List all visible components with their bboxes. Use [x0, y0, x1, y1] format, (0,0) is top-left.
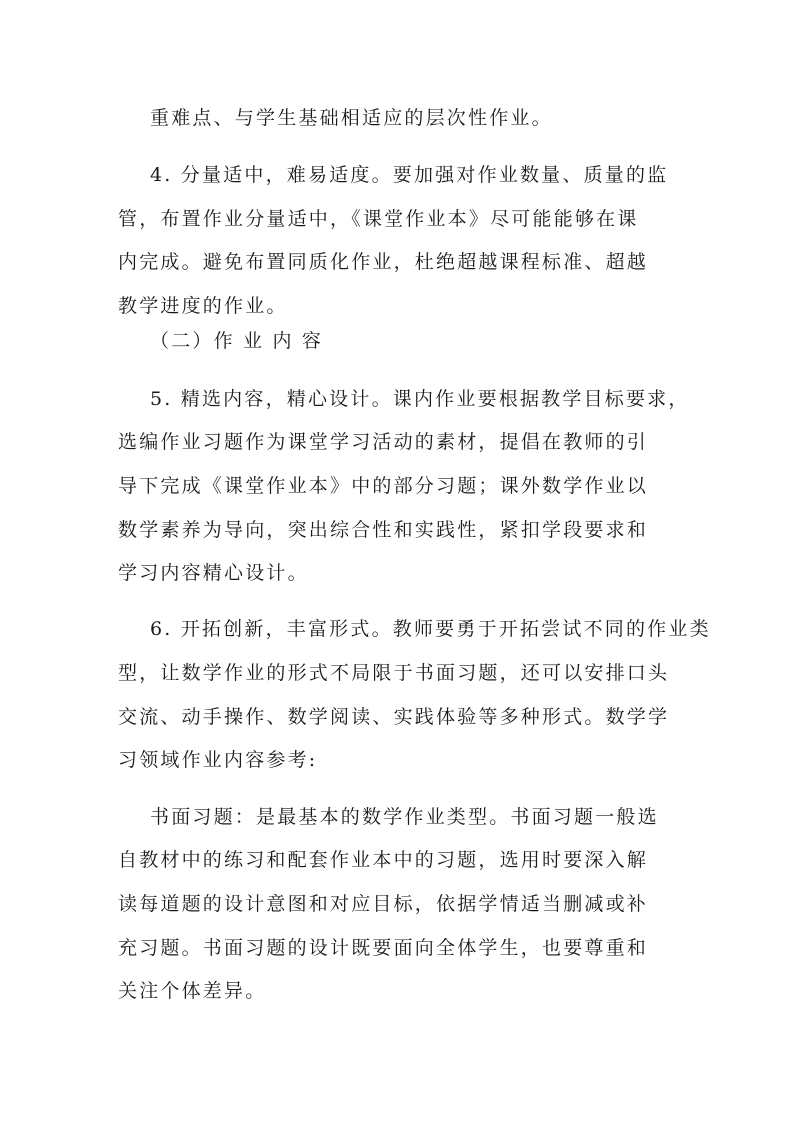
text-line: 内完成。避免布置同质化作业，杜绝超越课程标准、超越	[118, 251, 649, 273]
text-line: 学习内容精心设计。	[118, 562, 309, 584]
text-line: 型，让数学作业的形式不局限于书面习题，还可以安排口头	[118, 662, 670, 684]
text-line: 管，布置作业分量适中，《课堂作业本》尽可能能够在课	[118, 208, 639, 230]
text-line: 重难点、与学生基础相适应的层次性作业。	[150, 107, 553, 129]
text-line: 读每道题的设计意图和对应目标，依据学情适当删减或补	[118, 893, 649, 915]
section-heading: （二）作 业 内 容	[150, 330, 324, 352]
text-line: 交流、动手操作、数学阅读、实践体验等多种形式。数学学	[118, 706, 670, 728]
text-line: 6. 开拓创新，丰富形式。教师要勇于开拓尝试不同的作业类	[150, 618, 711, 640]
text-line: 导下完成《课堂作业本》中的部分习题；课外数学作业以	[118, 475, 649, 497]
text-line: 自教材中的练习和配套作业本中的习题，选用时要深入解	[118, 849, 649, 871]
text-line: 4. 分量适中，难易适度。要加强对作业数量、质量的监	[150, 164, 669, 186]
text-line: 习领域作业内容参考:	[118, 749, 318, 771]
text-line: 选编作业习题作为课堂学习活动的素材，提倡在教师的引	[118, 431, 649, 453]
text-line: 充习题。书面习题的设计既要面向全体学生，也要尊重和	[118, 937, 649, 959]
text-line: 教学进度的作业。	[118, 295, 288, 317]
text-line: 关注个体差异。	[118, 980, 267, 1002]
text-line: 5. 精选内容，精心设计。课内作业要根据教学目标要求，	[150, 388, 690, 410]
text-line: 数学素养为导向，突出综合性和实践性，紧扣学段要求和	[118, 519, 649, 541]
text-line: 书面习题：是最基本的数学作业类型。书面习题一般选	[150, 806, 659, 828]
